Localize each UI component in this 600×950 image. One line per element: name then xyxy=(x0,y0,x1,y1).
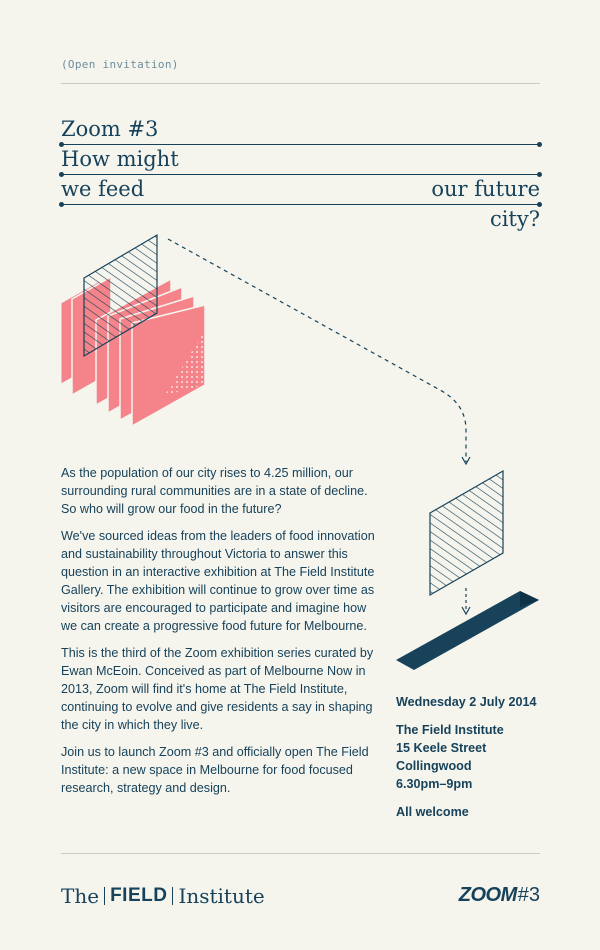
body-copy xyxy=(61,464,381,806)
event-venue xyxy=(396,721,556,793)
event-details xyxy=(396,693,556,821)
hatched-panel-bottom xyxy=(430,471,503,595)
body-paragraph-2: We've sourced ideas from the leaders of food innovation and sustainability throughout Victoria to answer this question in an interactive exhibition at The Field Institute Gallery. The exhibition will continue to grow over time as visitors are encouraged to participate and imagine how we can create a progressive food future for Melbourne. xyxy=(61,529,375,633)
zoom-number: #3 xyxy=(517,884,540,906)
headline-title: Zoom #3 xyxy=(61,117,159,141)
dashed-connector xyxy=(168,239,466,462)
logo-bar-right xyxy=(172,887,173,905)
event-date: Wednesday 2 July 2014 xyxy=(396,695,537,709)
venue-name: The Field Institute xyxy=(396,723,504,737)
arrow-head-1 xyxy=(462,457,470,464)
logo-institute: Institute xyxy=(178,884,265,908)
bottom-divider xyxy=(61,853,540,854)
logo-bar-left xyxy=(104,887,105,905)
zoom-logo xyxy=(459,884,540,907)
body-paragraph-3: This is the third of the Zoom exhibition series curated by Ewan McEoin. Conceived as part of Melbourne Now in 2013, Zoom will find it's home at The Field Institute, continuing to evolve and give residents a say in shaping the city in which they live. xyxy=(61,646,374,732)
navy-slab xyxy=(396,591,539,670)
headline-our-future: our future xyxy=(431,177,540,201)
event-note: All welcome xyxy=(396,805,469,819)
headline-we-feed: we feed xyxy=(61,177,145,201)
invitation-label: (Open invitation) xyxy=(61,58,179,71)
event-time: 6.30pm–9pm xyxy=(396,777,473,791)
venue-suburb: Collingwood xyxy=(396,759,472,773)
headline-how-might: How might xyxy=(61,147,179,171)
venue-street: 15 Keele Street xyxy=(396,741,487,755)
logo-field: FIELD xyxy=(110,885,168,906)
field-institute-logo xyxy=(61,884,265,908)
headline-city: city? xyxy=(489,207,540,231)
body-paragraph-4: Join us to launch Zoom #3 and officially open The Field Institute: a new space in Melbourne for food focused research, strategy and design. xyxy=(61,745,369,795)
logo-the: The xyxy=(61,884,100,908)
body-paragraph-1: As the population of our city rises to 4.25 million, our surrounding rural communities are in a state of decline. So who will grow our food in the future? xyxy=(61,466,368,516)
zoom-word: ZOOM xyxy=(458,884,517,906)
